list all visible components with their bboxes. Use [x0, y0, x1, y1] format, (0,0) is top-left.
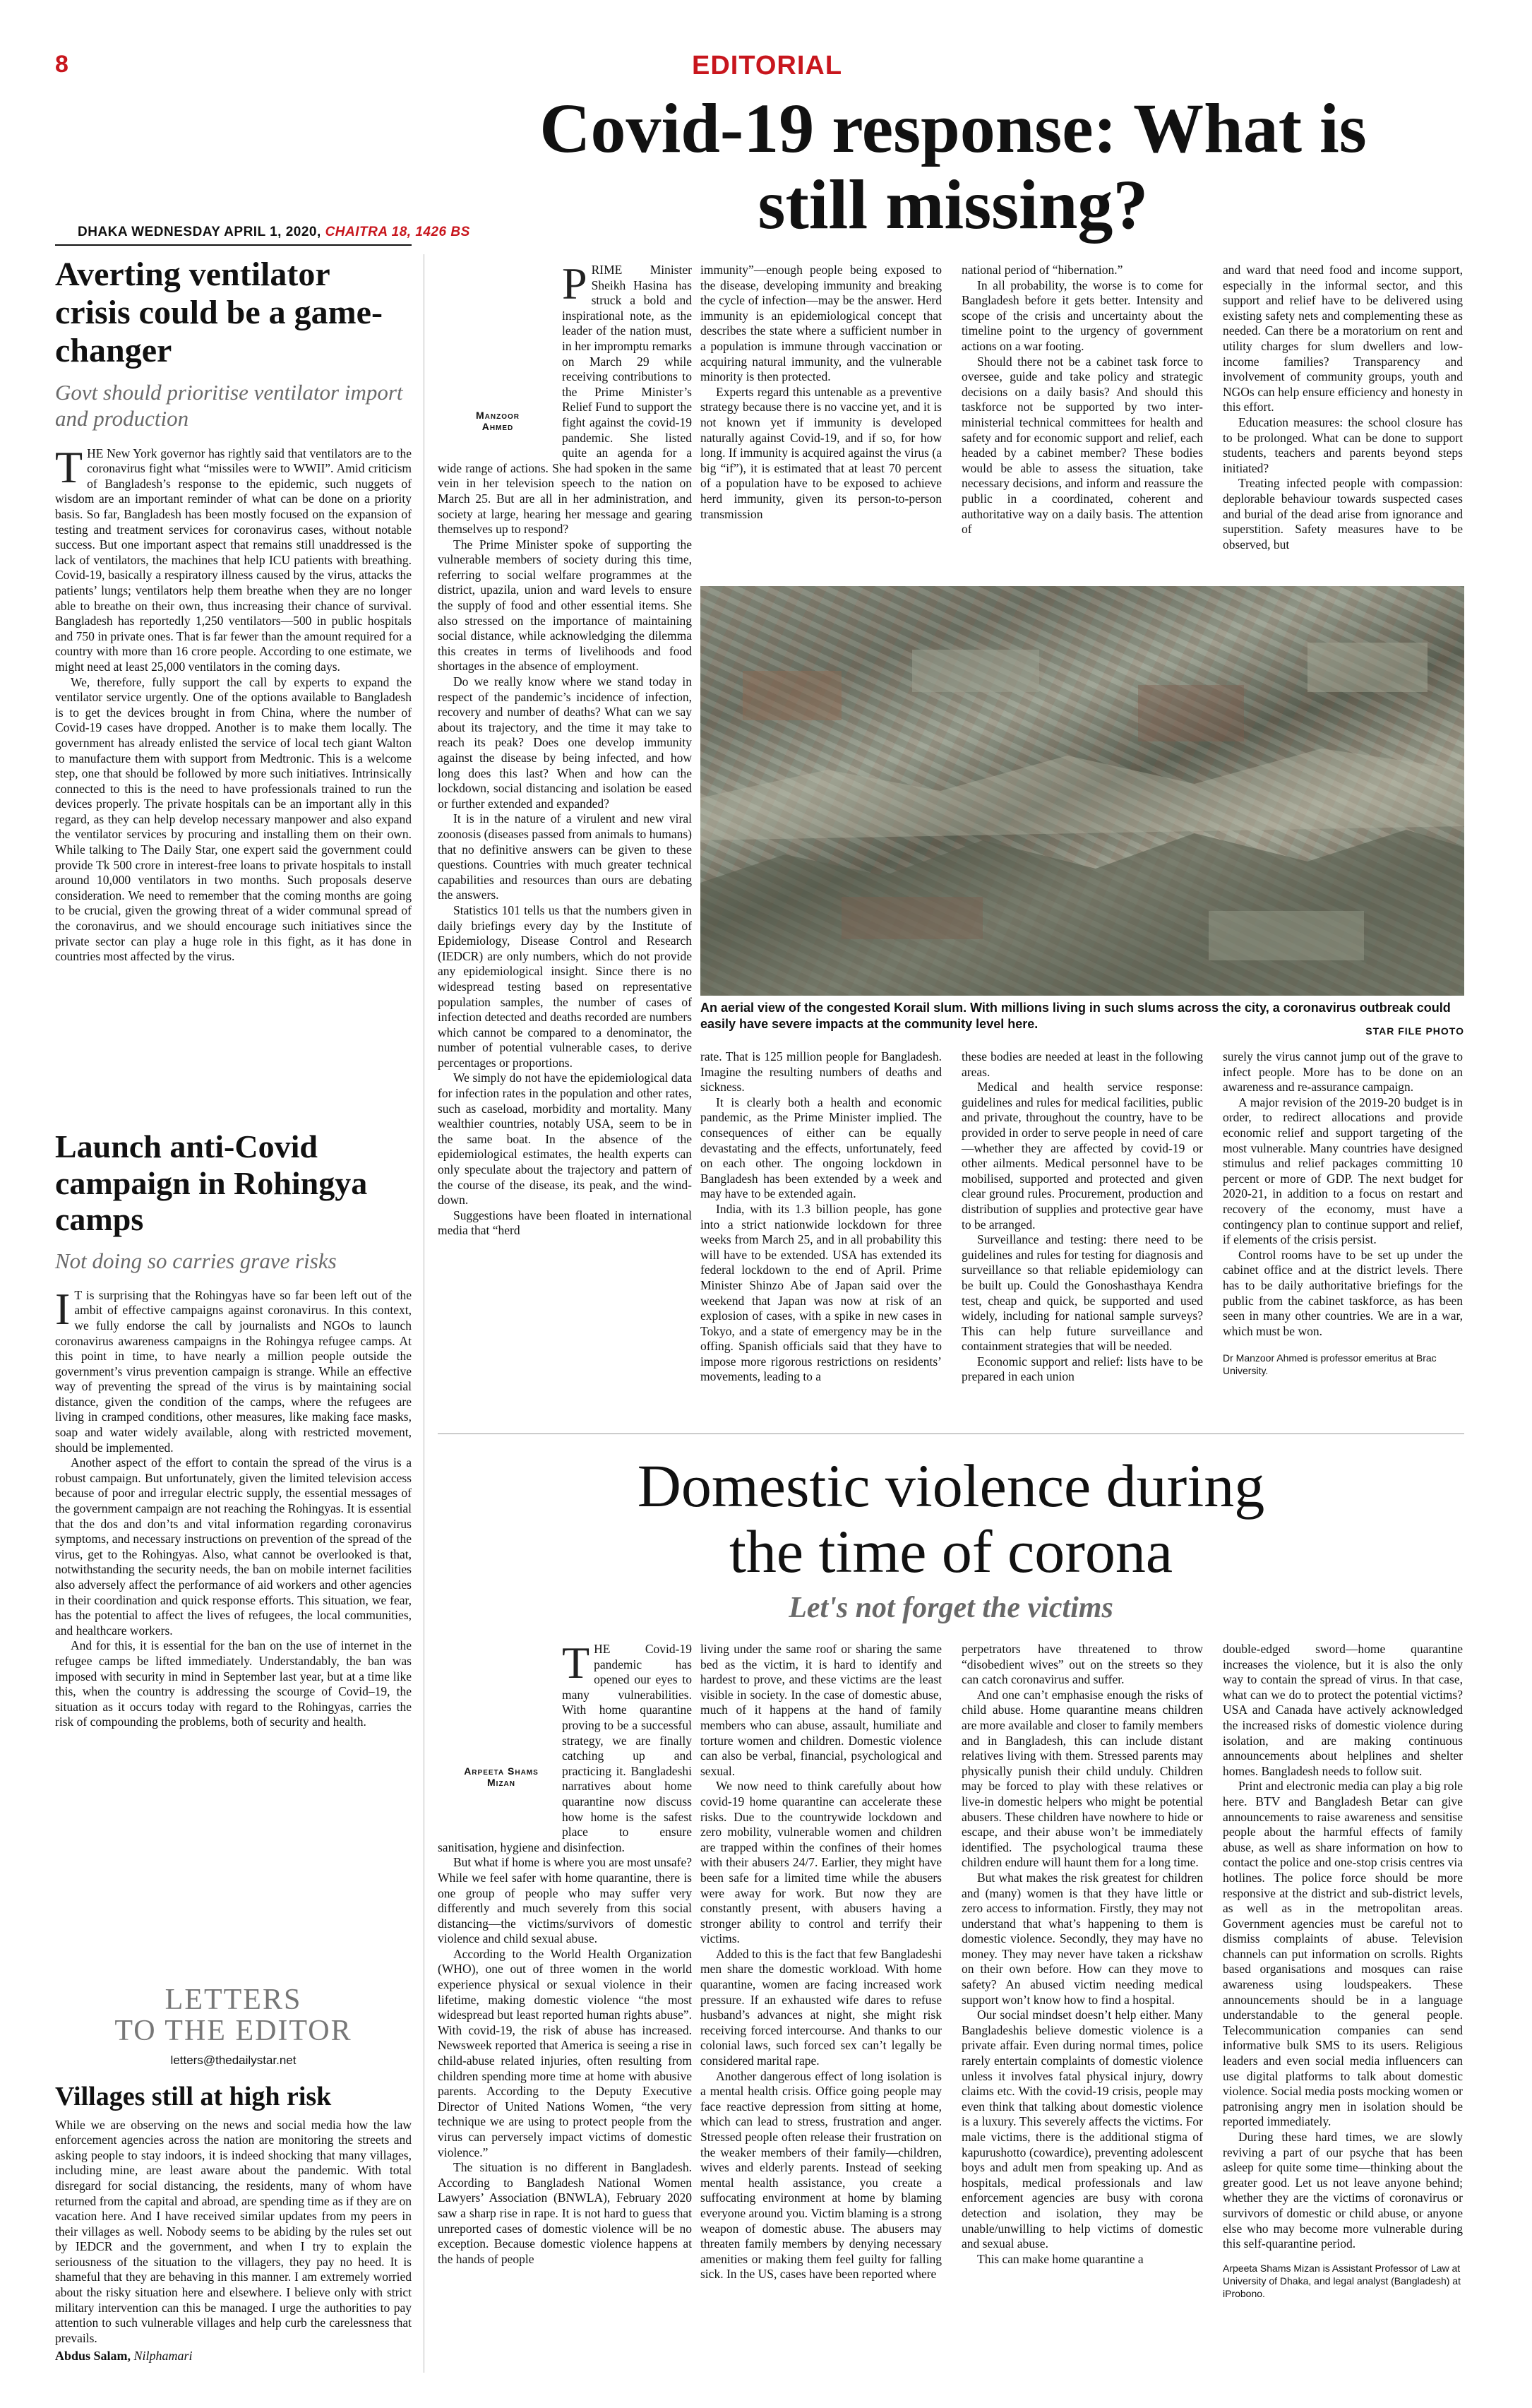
editorial-subhead: Not doing so carries grave risks [55, 1248, 337, 1273]
letters-section [55, 1984, 412, 2364]
byline-space [438, 263, 562, 448]
letters-email-link[interactable]: letters@thedailystar.net [170, 2054, 297, 2067]
article-column-1: THE Covid-19 pandemic has opened our eyes to many vulnerabilities. With home quarantine proving to be a successful strategy, we are finally catching up and practicing it. Bangladeshi narratives about home quarantine now discuss how home is the safest place to ensure sanitisation, hygiene and disinfection. But what if home is where you are most unsafe? While we feel safer with home quarantine, there is one group of people who may suffer very differently and much severely from this social distancing—the victims/survivors of domestic violence and child sexual abuse. According to the World Health Organization (WHO), one out of three women in the world experience physical or sexual violence in their lifetime, making domestic violence “the most widespread but least reported human rights abuse”. With covid-19, the risk of abuse has increased. Newsweek reported that America is seeing a rise in child-abuse related injuries, often resulting from children spending more time at home with abusive parents. According to the Deputy Executive Director of United Nations Women, “the very technique we are using to protect people from the virus can perversely impact victims of domestic violence.” The situation is no different in Bangladesh. According to Bangladesh National Women Lawyers’ Association (BNWLA), February 2020 saw a sharp rise in rape. It is not hard to guess that unreported cases of domestic violence will be no exception. Because domestic violence happens at the hands of people [438, 1638, 692, 2266]
drop-cap: T [562, 1638, 590, 1688]
editorial-body: I T is surprising that the Rohingyas have so far been left out of the ambit of effective campaigns against coronavirus. In this context, we fully endorse the call by journalists and NGOs to launch coronavirus awareness campaigns in the Rohingya refugee camps. At this point in time, to have nearly a million people outside the government’s virus prevention campaign is strange. While an effective way of preventing the spread of the virus is by maintaining social distance, given the condition of the camps, where the refugees are living in cramped conditions, other measures, like making face masks, soap and water widely available, along with restricted movement, should be implemented. Another aspect of the effort to contain the spread of the virus is a robust campaign. But unfortunately, given the limited television access because of poor and irregular electric supply, the essential messages of the government campaign are not reaching the Rohingyas. It is essential that the dos and don’ts and vital information regarding coronavirus symptoms, and necessary instructions on prevention of the spread of the virus, get to the Rohingyas. Also, what cannot be overlooked is that, notwithstanding the security needs, the ban on mobile internet facilities also adversely affect the performance of aid workers and other agencies in their coordination and quick response efforts. This situation, we fear, has the potential to affect the lives of refugees, the local communities, and healthcare workers. And for this, it is essential for the ban on the use of internet in the refugee camps be lifted immediately. Understandably, the ban was imposed with security in mind in September last year, but at a time like this, when the country is addressing the scourge of Covid–19, the situation as it occurs today with regard to the Rohingyas, carries the risk of compounding the problems, both of security and health. [55, 1283, 412, 1729]
letter-signature: Abdus Salam, Nilphamari [55, 2349, 193, 2364]
editorial-headline: Averting ventilator crisis could be a game-changer [55, 256, 383, 369]
byline-space [438, 1642, 562, 1827]
page-number: 8 [55, 51, 68, 78]
letters-heading-line2: TO THE EDITOR [114, 2015, 352, 2047]
editorial-rohingya [55, 1128, 412, 1730]
drop-cap: I [55, 1283, 71, 1334]
korail-slum-photo [700, 586, 1464, 996]
article-byline: Arpeeta Shams Mizan [464, 1765, 539, 1788]
article-byline: Manzoor Ahmed [476, 410, 520, 432]
editorial-body: THE New York governor has rightly said that ventilators are to the coronavirus fight what “missiles were to WWII”. Amid criticism of Bangladesh’s response to the epidemic, such nuggets of wisdom are an important reminder of what can be done on a priority basis. So far, Bangladesh has been mostly focused on the expansion of testing and treatment services for coronavirus cases, without notable success. But one important aspect that remains still unaddressed is the lack of ventilators, the machines that help ICU patients with breathing. Covid-19, basically a respiratory illness caused by the virus, attacks the patients’ lungs; ventilators help them breathe when they are no longer able to breathe on their own, thus increasing their chance of survival. Bangladesh has reportedly 1,250 ventilators—500 in public hospitals and 750 in private ones. That is far fewer than the amount required for a country with more than 16 crore people. According to one estimate, we might need at least 25,000 ventilators in the coming days. We, therefore, fully support the call by experts to expand the ventilator service urgently. One of the options available to Bangladesh is to get the devices brought in from China, where the number of Covid-19 cases have dropped. Another is to make them locally. The government has already enlisted the service of local tech giant Walton to manufacture them with support from Medtronic. This is a welcome step, one that should be followed by more such initiatives. Intrinsically connected to this is the need to have professionals trained to run the devices properly. The private hospitals can be an important ally in this regard, as they can help develop necessary manpower and also expand the ventilator services by procuring and installing them on their own. While talking to The Daily Star, one expert said the government could provide Tk 500 crore in interest-free loans to private hospitals to install around 10,000 ventilators in two months. Such proposals deserve consideration. We need to remember that the coming months are going to be crucial, given the growing threat of a wider communal spread of the coronavirus, and we should encourage such initiatives since the private sector can play a huge role in this fight, as it has done in countries most affected by the virus. [55, 441, 412, 964]
article-column-3: national period of “hibernation.” In all probability, the worse is to come for Bangladesh before it gets better. Intensity and scope of the crisis and uncertainty about the timeline point to the urgency of government actions on a war footing. Should there not be a cabinet task force to oversee, guide and take policy and strategic decisions on a daily basis? And should this taskforce not be supported by two inter-ministerial technical committees for health and safety and for economic support and relief, each headed by a cabinet member? These bodies would be able to assess the situation, take necessary decisions, and inform and reassure the public in a coordinated, coherent and authoritative way on a daily basis. The attention of [962, 263, 1203, 537]
letters-heading-line1: LETTERS [164, 1984, 302, 2016]
photo-caption: An aerial view of the congested Korail slum. With millions living in such slums across the city, a coronavirus outbreak could easily have severe impacts at the community level here. [700, 1001, 1451, 1031]
article-column-2-continued: rate. That is 125 million people for Bangladesh. Imagine the resulting numbers of deaths and sickness. It is clearly both a health and economic pandemic, as the Prime Minister implied. The consequences of either can be equally devastating and the effects, unfortunately, feed on each other. The ongoing lockdown in Bangladesh has been extended by a week and may have to be extended again. India, with its 1.3 billion people, has gone into a strict nationwide lockdown for three weeks from March 25, and in all probability this will have to be extended. USA has extended its federal lockdown to the end of April. Prime Minister Shinzo Abe of Japan said over the weekend that Japan was now at risk of an explosion of cases, with a spike in new cases in Tokyo, and a state of emergency may be in the offing. Spanish officials said that they have to impose more rigorous restrictions on residents’ movements, leading to a [700, 1049, 942, 1384]
article-subhead: Let's not forget the victims [789, 1592, 1113, 1624]
article-title: Covid-19 response: What is still missing? [539, 89, 1367, 244]
author-bio: Dr Manzoor Ahmed is professor emeritus at Brac University. [1223, 1352, 1437, 1377]
letter-title: Villages still at high risk [55, 2082, 332, 2111]
article-column-1: PRIME Minister Sheikh Hasina has struck a bold and inspirational note, as the leader of the nation must, in her impromptu remarks on March 29 while receiving contributions to the Prime Minister’s Relief Fund to support the fight against the covid-19 pandemic. She listed quite an agenda for a wide range of actions. She had spoken in the same vein in her television speech to the nation on March 25. But are all in her administration, and society at large, hearing her message and gearing themselves up to respond? The Prime Minister spoke of supporting the vulnerable members of society during this time, referring to social welfare programmes at the district, upazila, union and ward levels to ensure the supply of food and other essential items. She also stressed on the importance of maintaining social distance, while acknowledging the dilemma this creates in terms of livelihoods and food shortages in the absence of employment. Do we really know where we stand today in respect of the pandemic’s incidence of infection, recovery and number of deaths? What can we say about its trajectory, and the time it may take to reach its peak? Does one develop immunity against the disease by being infected, and how long does this last? When and how can the lockdown, social distancing and isolation be eased or further extended and expanded? It is in the nature of a virulent and new viral zoonosis (diseases passed from animals to humans) that no definitive answers can be given to these questions. Countries with much greater technical capabilities and resources than ours are debating the answers. Statistics 101 tells us that the numbers given in daily briefings every day by the Institute of Epidemiology, Disease Control and Research (IEDCR) are only numbers, which do not provide any epidemiological insight. Since there is no widespread testing based on representative population samples, the number of cases of infection detected and deaths recorded are numbers which cannot be compared to a denominator, the number of potential vulnerable cases, to derive percentages or proportions. We simply do not have the epidemiological data for infection rates in the population and other rates, such as caseload, morbidity and mortality. Many wealthier countries, notably USA, seem to be in the same boat. In the absence of the epidemiological estimates, the health experts can only speculate about the trajectory and pattern of the course of the disease, its peak, and the wind-down. Suggestions have been floated in international media that “herd [438, 258, 692, 1238]
dateline [78, 225, 470, 240]
article-title: Domestic violence during the time of corona [637, 1452, 1265, 1585]
editorial-subhead: Govt should prioritise ventilator import and production [55, 380, 403, 431]
editorial-headline: Launch anti-Covid campaign in Rohingya camps [55, 1128, 368, 1238]
dateline-bangla-date: CHAITRA 18, 1426 BS [325, 225, 470, 239]
letter-body: While we are observing on the news and social media how the law enforcement agencies across the nation are monitoring the streets and asking people to stay indoors, it is indeed shocking that many villages, including mine, are least aware about the pandemic. With total disregard for social distancing, the residents, many of whom have returned from the capital and abroad, are spending time as if they are on vacation here. And I have received similar updates from my peers in their villages as well. Nobody seems to be abiding by the rules set out by IEDCR and the government, and when I try to explain the seriousness of the situation to the villagers, they pay no heed. It is shameful that they are behaving in this manner. I am extremely worried about the risky situation here and elsewhere. I believe only with strict military intervention can this be managed. I urge the authorities to pay attention to such vulnerable villages and help curb the carelessness that prevails. [55, 2117, 412, 2345]
editorial-ventilator [55, 256, 412, 965]
article-column-3-continued: these bodies are needed at least in the following areas. Medical and health service response: guidelines and rules for medical facilities, public and private, throughout the country, have to be provided in order to serve people in need of care—whether they are affected by covid-19 or other ailments. Medical personnel have to be mobilised, supported and protected and given clear ground rules. Procurement, production and distribution of supplies and protective gear have to be arranged. Surveillance and testing: there need to be guidelines and rules for testing for diagnosis and surveillance so that reliable epidemiology can be built up. Could the Gonoshasthaya Kendra test, cheap and quick, be supported and used widely, including for national sample surveys? This can help future surveillance and containment strategies that will be needed. Economic support and relief: lists have to be prepared in each union [962, 1049, 1203, 1384]
article-column-2: living under the same roof or sharing the same bed as the victim, it is hard to identify and hardest to prove, and these victims are the least visible in society. In the case of domestic abuse, much of it happens at the hand of family members who can abuse, assault, humiliate and torture women and children. Domestic violence can also be verbal, financial, psychological and sexual. We now need to think carefully about how covid-19 home quarantine can accelerate these risks. Due to the countrywide lockdown and zero mobility, vulnerable women and children are trapped within the confines of their homes with their abusers 24/7. Earlier, they might have been safe for a limited time while the abusers were away for work. But now they are constantly present, with abusers having a stronger ability to control and terrify their victims. Added to this is the fact that few Bangladeshi men share the domestic workload. With home quarantine, women are facing increased work pressure. If an exhausted wife dares to refuse husband’s advances at night, she might risk receiving forced intercourse. And thanks to our colonial laws, such forced sex can’t legally be considered marital rape. Another dangerous effect of long isolation is a mental health crisis. Office going people may face reactive depression from sitting at home, which can lead to stress, frustration and anger. Stressed people often release their frustration on the weaker members of their family—children, wives and elderly parents. Instead of seeking mental health assistance, you create a suffocating environment at home by blaming everyone around you. Victim blaming is a strong weapon of domestic abuse. The abusers may threaten family members by denying necessary amenities or making them feel guilty for falling sick. In the US, cases have been reported where [700, 1642, 942, 2282]
article-column-2: immunity”—enough people being exposed to the disease, developing immunity and breaking the cycle of infection—may be the answer. Herd immunity is an epidemiological concept that describes the state where a sufficient number in a population is immune through vaccination or acquiring natural immunity, and the vulnerable minority is then protected. Experts regard this untenable as a preventive strategy because there is no vaccine yet, and it is not known yet if immunity is developed naturally against Covid-19, and if so, for how long. If immunity is acquired against the virus (a big “if”), it is estimated that at least 70 percent of a population have to be exposed to achieve herd immunity, given its person-to-person transmission [700, 263, 942, 521]
drop-cap: P [562, 258, 587, 309]
article-column-4: and ward that need food and income support, especially in the informal sector, and this support and relief have to be delivered using existing safety nets and complementing these as needed. Can there be a moratorium on rent and utility charges for slum dwellers and low-income families? Transparency and involvement of community groups, youth and NGOs can help ensure efficiency and honesty in this effort. Education measures: the school closure has to be prolonged. What can be done to support students, teachers and parents beyond steps initiated? Treating infected people with compassion: deplorable behaviour towards suspected cases and burial of the dead arise from ignorance and superstition. Safety measures have to be observed, but [1223, 263, 1463, 552]
dateline-main: DHAKA WEDNESDAY APRIL 1, 2020, [78, 225, 321, 239]
article-column-3: perpetrators have threatened to throw “disobedient wives” out on the streets so they can catch coronavirus and suffer. And one can’t emphasise enough the risks of child abuse. Home quarantine means children are more available and closer to family members and in Bangladesh, this can include distant relatives living with them. Stressed parents may physically punish their child unduly. Children may be forced to play with these relatives or live-in domestic helpers who might be potential abusers. These children have nowhere to hide or escape, and their abuse won’t be immediately identified. The psychological trauma these children endure will haunt them for a long time. But what makes the risk greatest for children and (many) women is that they have little or zero access to information. Firstly, they may not understand that what’s happening to them is domestic violence. Secondly, they may have no money. They may never have taken a rickshaw on their own before. How can they move to safety? An abused victim needing medical support won’t know how to find a hospital. Our social mindset doesn’t help either. Many Bangladeshis believe domestic violence is a private affair. Even during normal times, police rarely entertain complaints of domestic violence unless it involves fatal physical injury, dowry claims etc. With the covid-19 crisis, people may even think that talking about domestic violence is a luxury. This severely affects the victims. For male victims, there is the additional stigma of kapurushotto (cowardice), preventing adolescent boys and adult men from speaking up. And as hospitals, medical professionals and law enforcement agencies are busy with corona detection and isolation, they may be unable/unwilling to help victims of domestic and sexual abuse. This can make home quarantine a [962, 1642, 1203, 2266]
slum-rooftops-illustration [700, 586, 1464, 996]
article-column-4-continued: surely the virus cannot jump out of the grave to infect people. More has to be done on an awareness and re-assurance campaign. A major revision of the 2019-20 budget is in order, to redirect allocations and provide economic relief and support targeting of the most vulnerable. Many countries have designed stimulus and relief packages committing 10 percent or more of GDP. The next budget for 2020-21, in addition to a focus on restart and recovery of the economy, must have a contingency plan to continue support and relief, if elements of the crisis persist. Control rooms have to be set up under the cabinet office and at the district levels. There has to be daily authoritative briefings for the public from the cabinet taskforce, as has been seen in many other countries. We are in a war, which must be won. Dr Manzoor Ahmed is professor emeritus at Brac University. [1223, 1049, 1463, 1377]
photo-credit: STAR FILE PHOTO [1365, 1025, 1464, 1037]
section-label: EDITORIAL [692, 51, 843, 81]
drop-cap: T [55, 441, 83, 492]
dateline-rule [55, 244, 412, 246]
article-column-4: double-edged sword—home quarantine increases the violence, but it is also the only way to contain the spread of virus. In that case, what can we do to protect the potential victims? USA and Canada have actively acknowledged the increased risks of domestic violence during isolation, and are making continuous announcements about helplines and shelter homes. Bangladesh needs to follow suit. Print and electronic media can play a big role here. BTV and Bangladesh Betar can give announcements to raise awareness and sensitise people about the harmful effects of family abuse, as well as share information on how to contact the police and one-stop crisis centres via hotlines. The police force should be more responsive at the district and sub-district levels, as well as in the metropolitan areas. Government agencies must be careful not to dismiss complaints of abuse. Television channels can put information on scrolls. Rights based organisations and mosques can raise awareness using loudspeakers. These announcements should be in a language understandable to the general people. Telecommunication companies can send informative bulk SMS to its users. Religious leaders and even social media influencers can use digital platforms to talk about domestic violence. Social media posts mocking women or patronising angry men in isolation should be reported immediately. During these hard times, we are slowly reviving a part of our psyche that has been asleep for quite some time—thinking about the greater good. Let us not leave anyone behind; whether they are the victims of coronavirus or survivors of domestic or child abuse, or anyone else who may become more vulnerable during this self-quarantine period. Arpeeta Shams Mizan is Assistant Professor of Law at University of Dhaka, and legal analyst (Bangladesh) at iProbono. [1223, 1642, 1463, 2299]
author-bio: Arpeeta Shams Mizan is Assistant Professor of Law at University of Dhaka, and legal analyst (Bangladesh) at iProbono. [1223, 2262, 1461, 2299]
